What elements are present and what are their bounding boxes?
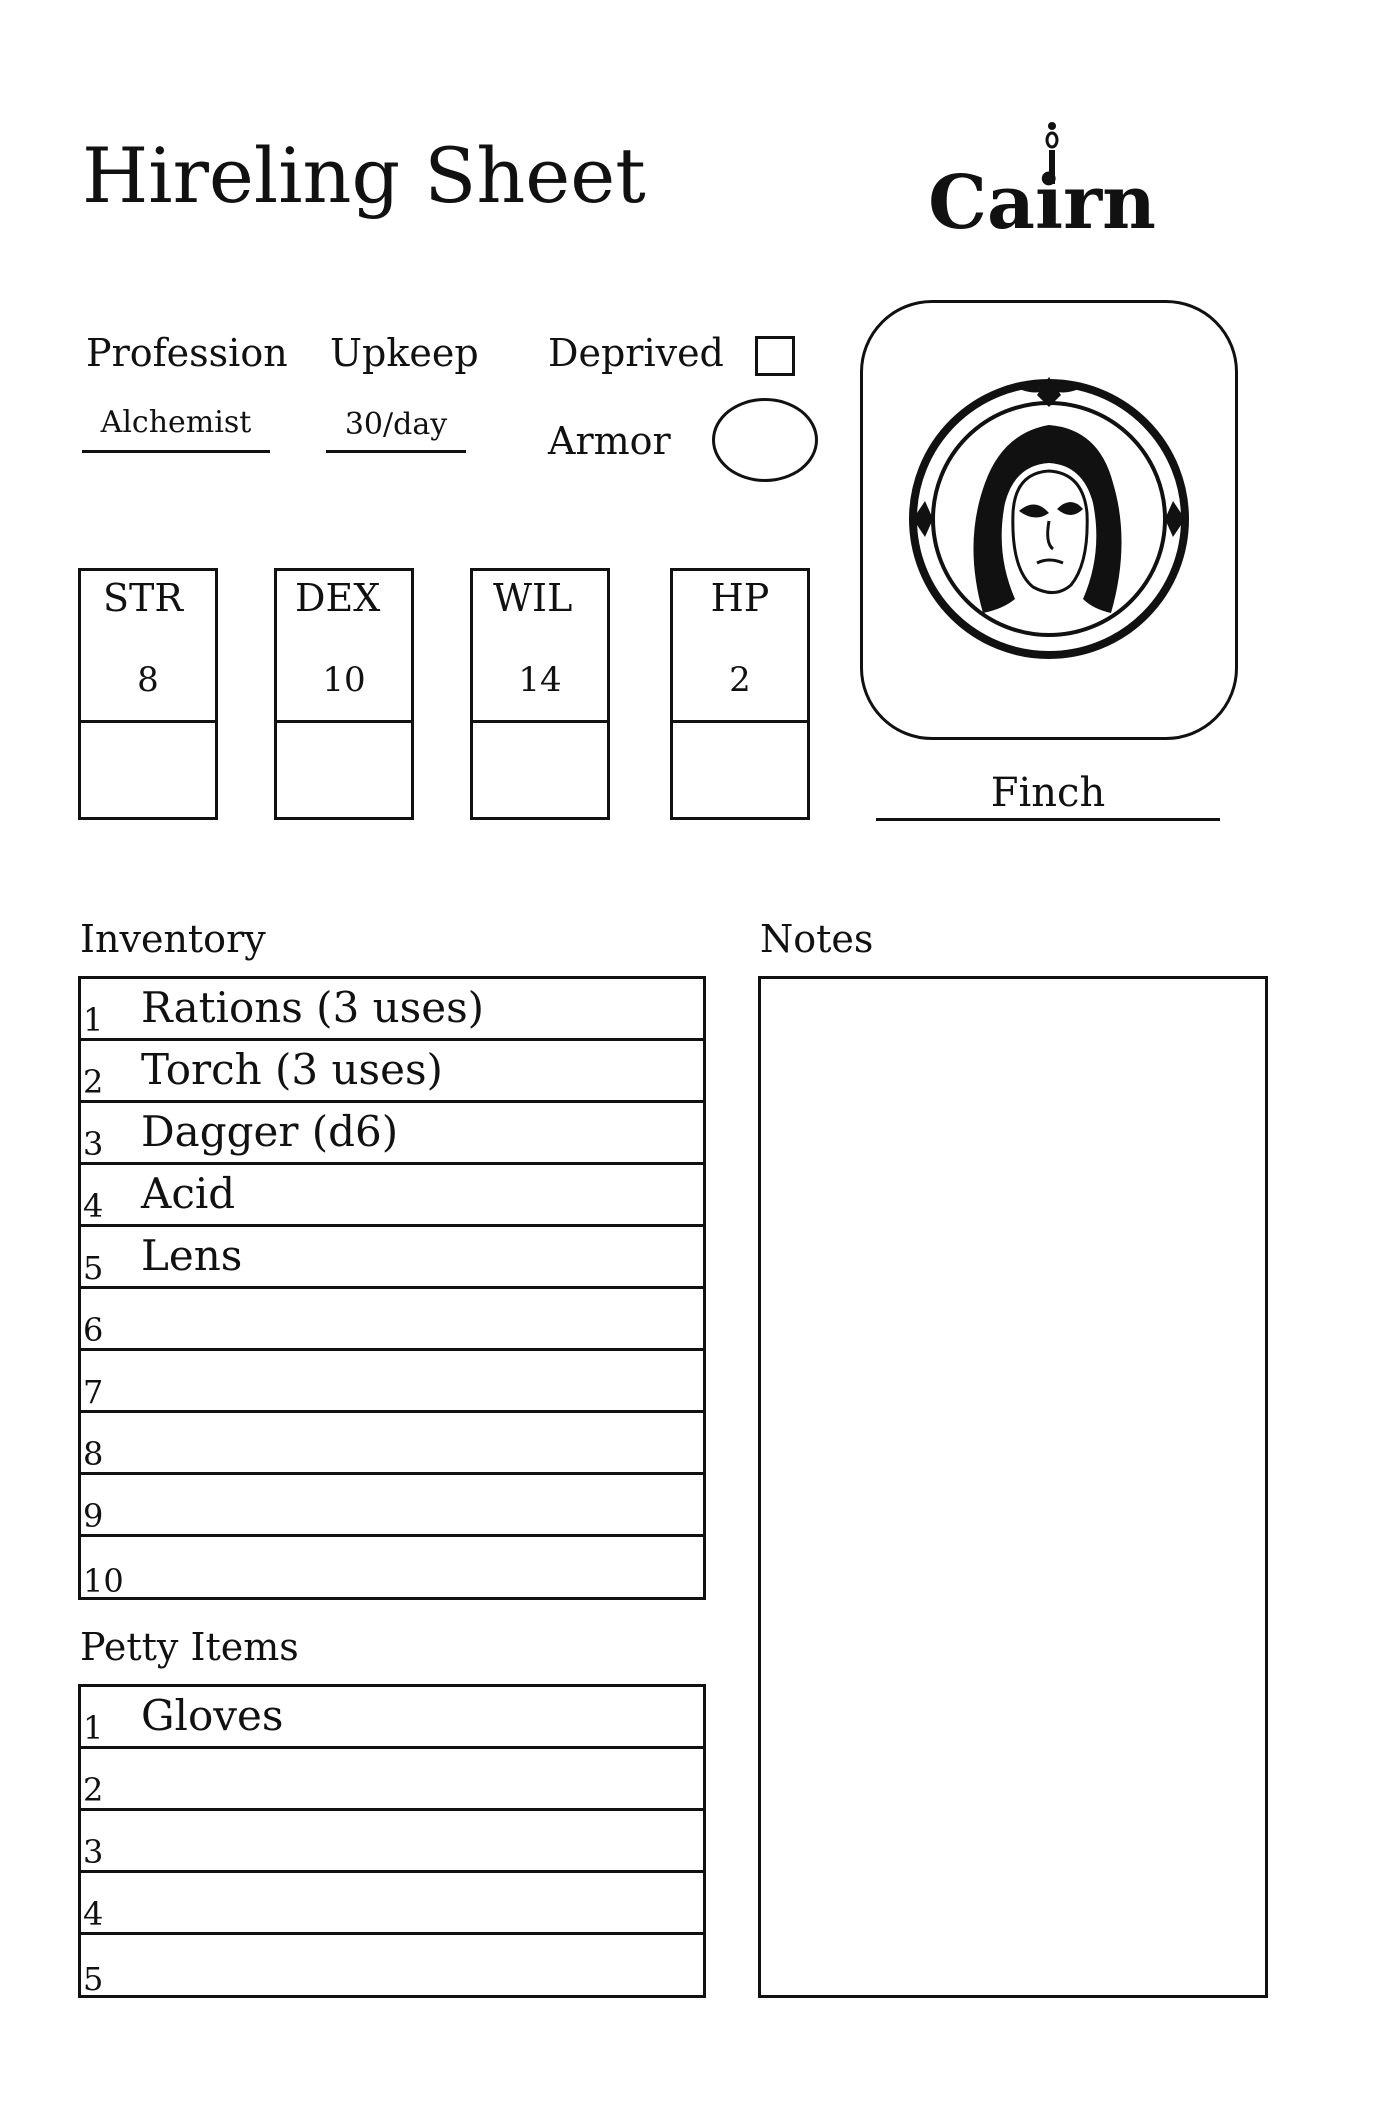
slot-number: 9 [83,1497,104,1535]
stat-box-str [78,568,218,820]
stat-name: HP [710,576,770,620]
inventory-row[interactable] [81,1041,703,1103]
inventory-row[interactable] [81,1103,703,1165]
slot-number: 10 [83,1562,124,1600]
inventory-row[interactable] [81,1537,703,1599]
inventory-row[interactable] [81,1165,703,1227]
stat-name: DEX [295,576,381,620]
upkeep-label: Upkeep [330,331,479,375]
petty-item-row[interactable] [81,1811,703,1873]
stat-box-hp [670,568,810,820]
inventory-item[interactable]: Acid [141,1169,236,1218]
slot-number: 2 [83,1771,104,1809]
logo-text: Cairn [928,160,1156,246]
stat-current-field[interactable] [81,723,215,817]
slot-number: 5 [83,1249,104,1287]
character-name-field[interactable]: Finch [876,768,1220,821]
inventory-item[interactable]: Rations (3 uses) [141,983,485,1032]
stat-value[interactable]: 14 [518,660,562,700]
profession-field[interactable]: Alchemist [82,408,270,453]
slot-number: 4 [83,1895,104,1933]
inventory-row[interactable] [81,1475,703,1537]
slot-number: 4 [83,1187,104,1225]
profession-label: Profession [86,331,288,375]
petty-item-row[interactable] [81,1749,703,1811]
stat-value[interactable]: 8 [137,660,159,700]
page-title: Hireling Sheet [82,131,646,220]
stat-current-field[interactable] [277,723,411,817]
stat-current-field[interactable] [673,723,807,817]
stat-value[interactable]: 2 [729,660,751,700]
slot-number: 3 [83,1833,104,1871]
inventory-row[interactable] [81,1413,703,1475]
inventory-item[interactable]: Torch (3 uses) [141,1045,443,1094]
slot-number: 5 [83,1960,104,1998]
slot-number: 2 [83,1063,104,1101]
inventory-item[interactable]: Lens [141,1231,243,1280]
stat-name: STR [103,576,183,620]
inventory-row[interactable] [81,1289,703,1351]
inventory-row[interactable] [81,1351,703,1413]
armor-label: Armor [548,419,671,463]
inventory-item[interactable]: Dagger (d6) [141,1107,399,1156]
upkeep-field[interactable]: 30/day [326,410,466,453]
armor-field[interactable] [712,398,818,482]
cairn-logo-icon [928,118,1156,246]
stat-box-dex [274,568,414,820]
inventory-table [78,976,706,1600]
portrait-frame [860,300,1238,740]
notes-label: Notes [760,917,874,961]
slot-number: 8 [83,1435,104,1473]
petty-item[interactable]: Gloves [141,1691,284,1740]
stat-name: WIL [493,576,573,620]
slot-number: 1 [83,1001,104,1039]
notes-field[interactable] [758,976,1268,1998]
petty-item-row[interactable] [81,1935,703,1997]
deprived-checkbox[interactable] [755,336,795,376]
hooded-figure-icon [903,373,1195,665]
deprived-label: Deprived [548,331,724,375]
slot-number: 3 [83,1125,104,1163]
petty-item-row[interactable] [81,1687,703,1749]
inventory-row[interactable] [81,1227,703,1289]
petty-items-table [78,1684,706,1998]
stat-value[interactable]: 10 [322,660,366,700]
stat-current-field[interactable] [473,723,607,817]
inventory-row[interactable] [81,979,703,1041]
stat-box-wil [470,568,610,820]
slot-number: 7 [83,1373,104,1411]
inventory-label: Inventory [80,917,266,961]
slot-number: 1 [83,1709,104,1747]
petty-items-label: Petty Items [80,1625,299,1669]
slot-number: 6 [83,1311,104,1349]
petty-item-row[interactable] [81,1873,703,1935]
